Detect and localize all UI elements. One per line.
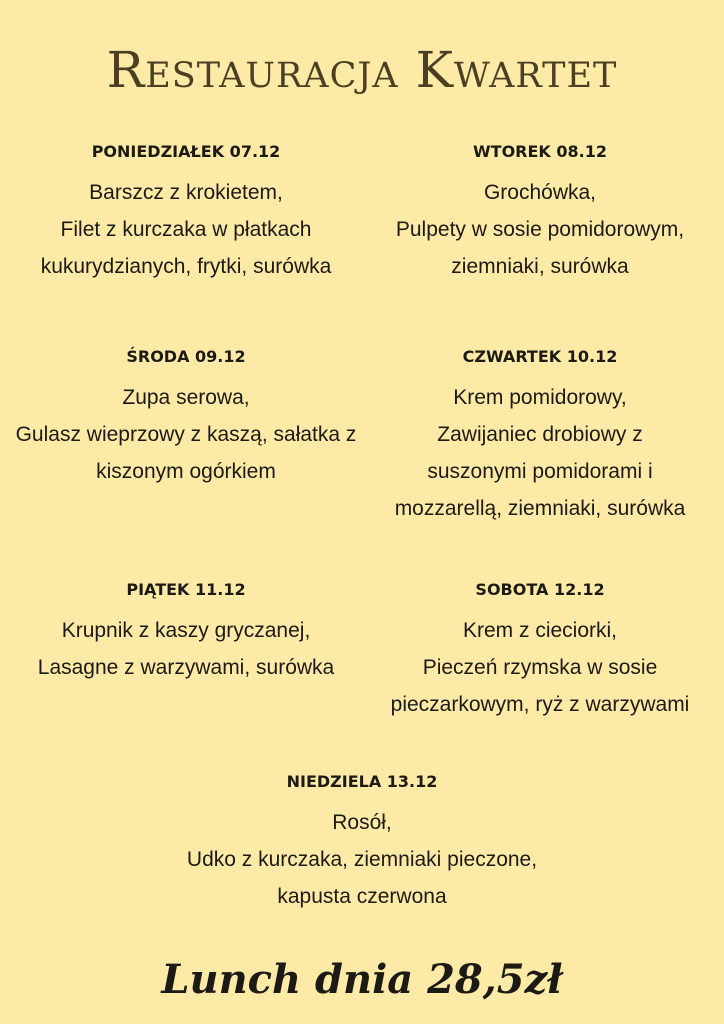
menu-line: mozzarellą, ziemniaki, surówka	[394, 497, 686, 520]
menu-line: Krem z cieciorki,	[462, 619, 618, 642]
menu-line: Pieczeń rzymska w sosie	[422, 656, 658, 679]
menu-line: Udko z kurczaka, ziemniaki pieczone,	[186, 848, 538, 871]
day-tuesday	[356, 140, 724, 285]
day-monday	[0, 140, 372, 285]
menu-line: Gulasz wieprzowy z kaszą, sałatka z	[15, 423, 357, 446]
day-friday	[0, 578, 372, 686]
day-sunday	[0, 770, 724, 915]
menu-line: Grochówka,	[483, 181, 597, 204]
menu-line: pieczarkowym, ryż z warzywami	[390, 693, 690, 716]
menu-line: Barszcz z krokietem,	[89, 181, 283, 204]
day-heading-monday: PONIEDZIAŁEK 07.12	[91, 142, 281, 161]
menu-line: Krupnik z kaszy gryczanej,	[61, 619, 311, 642]
day-saturday	[356, 578, 724, 723]
day-heading-thursday: CZWARTEK 10.12	[462, 347, 618, 366]
menu-line: kapusta czerwona	[277, 885, 447, 908]
day-wednesday	[0, 345, 372, 490]
menu-line: Pulpety w sosie pomidorowym,	[395, 218, 685, 241]
day-heading-tuesday: WTOREK 08.12	[473, 142, 607, 161]
menu-line: Zawijaniec drobiowy z	[437, 423, 643, 446]
day-heading-friday: PIĄTEK 11.12	[126, 580, 246, 599]
day-thursday	[356, 345, 724, 527]
restaurant-title: Restauracja Kwartet	[106, 41, 618, 99]
menu-line: suszonymi pomidorami i	[427, 460, 653, 483]
menu-line: Zupa serowa,	[122, 386, 250, 409]
day-heading-sunday: NIEDZIELA 13.12	[286, 772, 438, 791]
day-heading-saturday: SOBOTA 12.12	[475, 580, 605, 599]
day-heading-wednesday: ŚRODA 09.12	[126, 347, 246, 366]
menu-line: Krem pomidorowy,	[453, 386, 627, 409]
menu-line: kukurydzianych, frytki, surówka	[40, 255, 332, 278]
menu-line: kiszonym ogórkiem	[96, 460, 276, 483]
lunch-price: Lunch dnia 28,5zł	[161, 956, 563, 1003]
menu-line: ziemniaki, surówka	[451, 255, 629, 278]
menu-line: Lasagne z warzywami, surówka	[37, 656, 335, 679]
menu-line: Rosół,	[332, 811, 392, 834]
menu-line: Filet z kurczaka w płatkach	[60, 218, 312, 241]
